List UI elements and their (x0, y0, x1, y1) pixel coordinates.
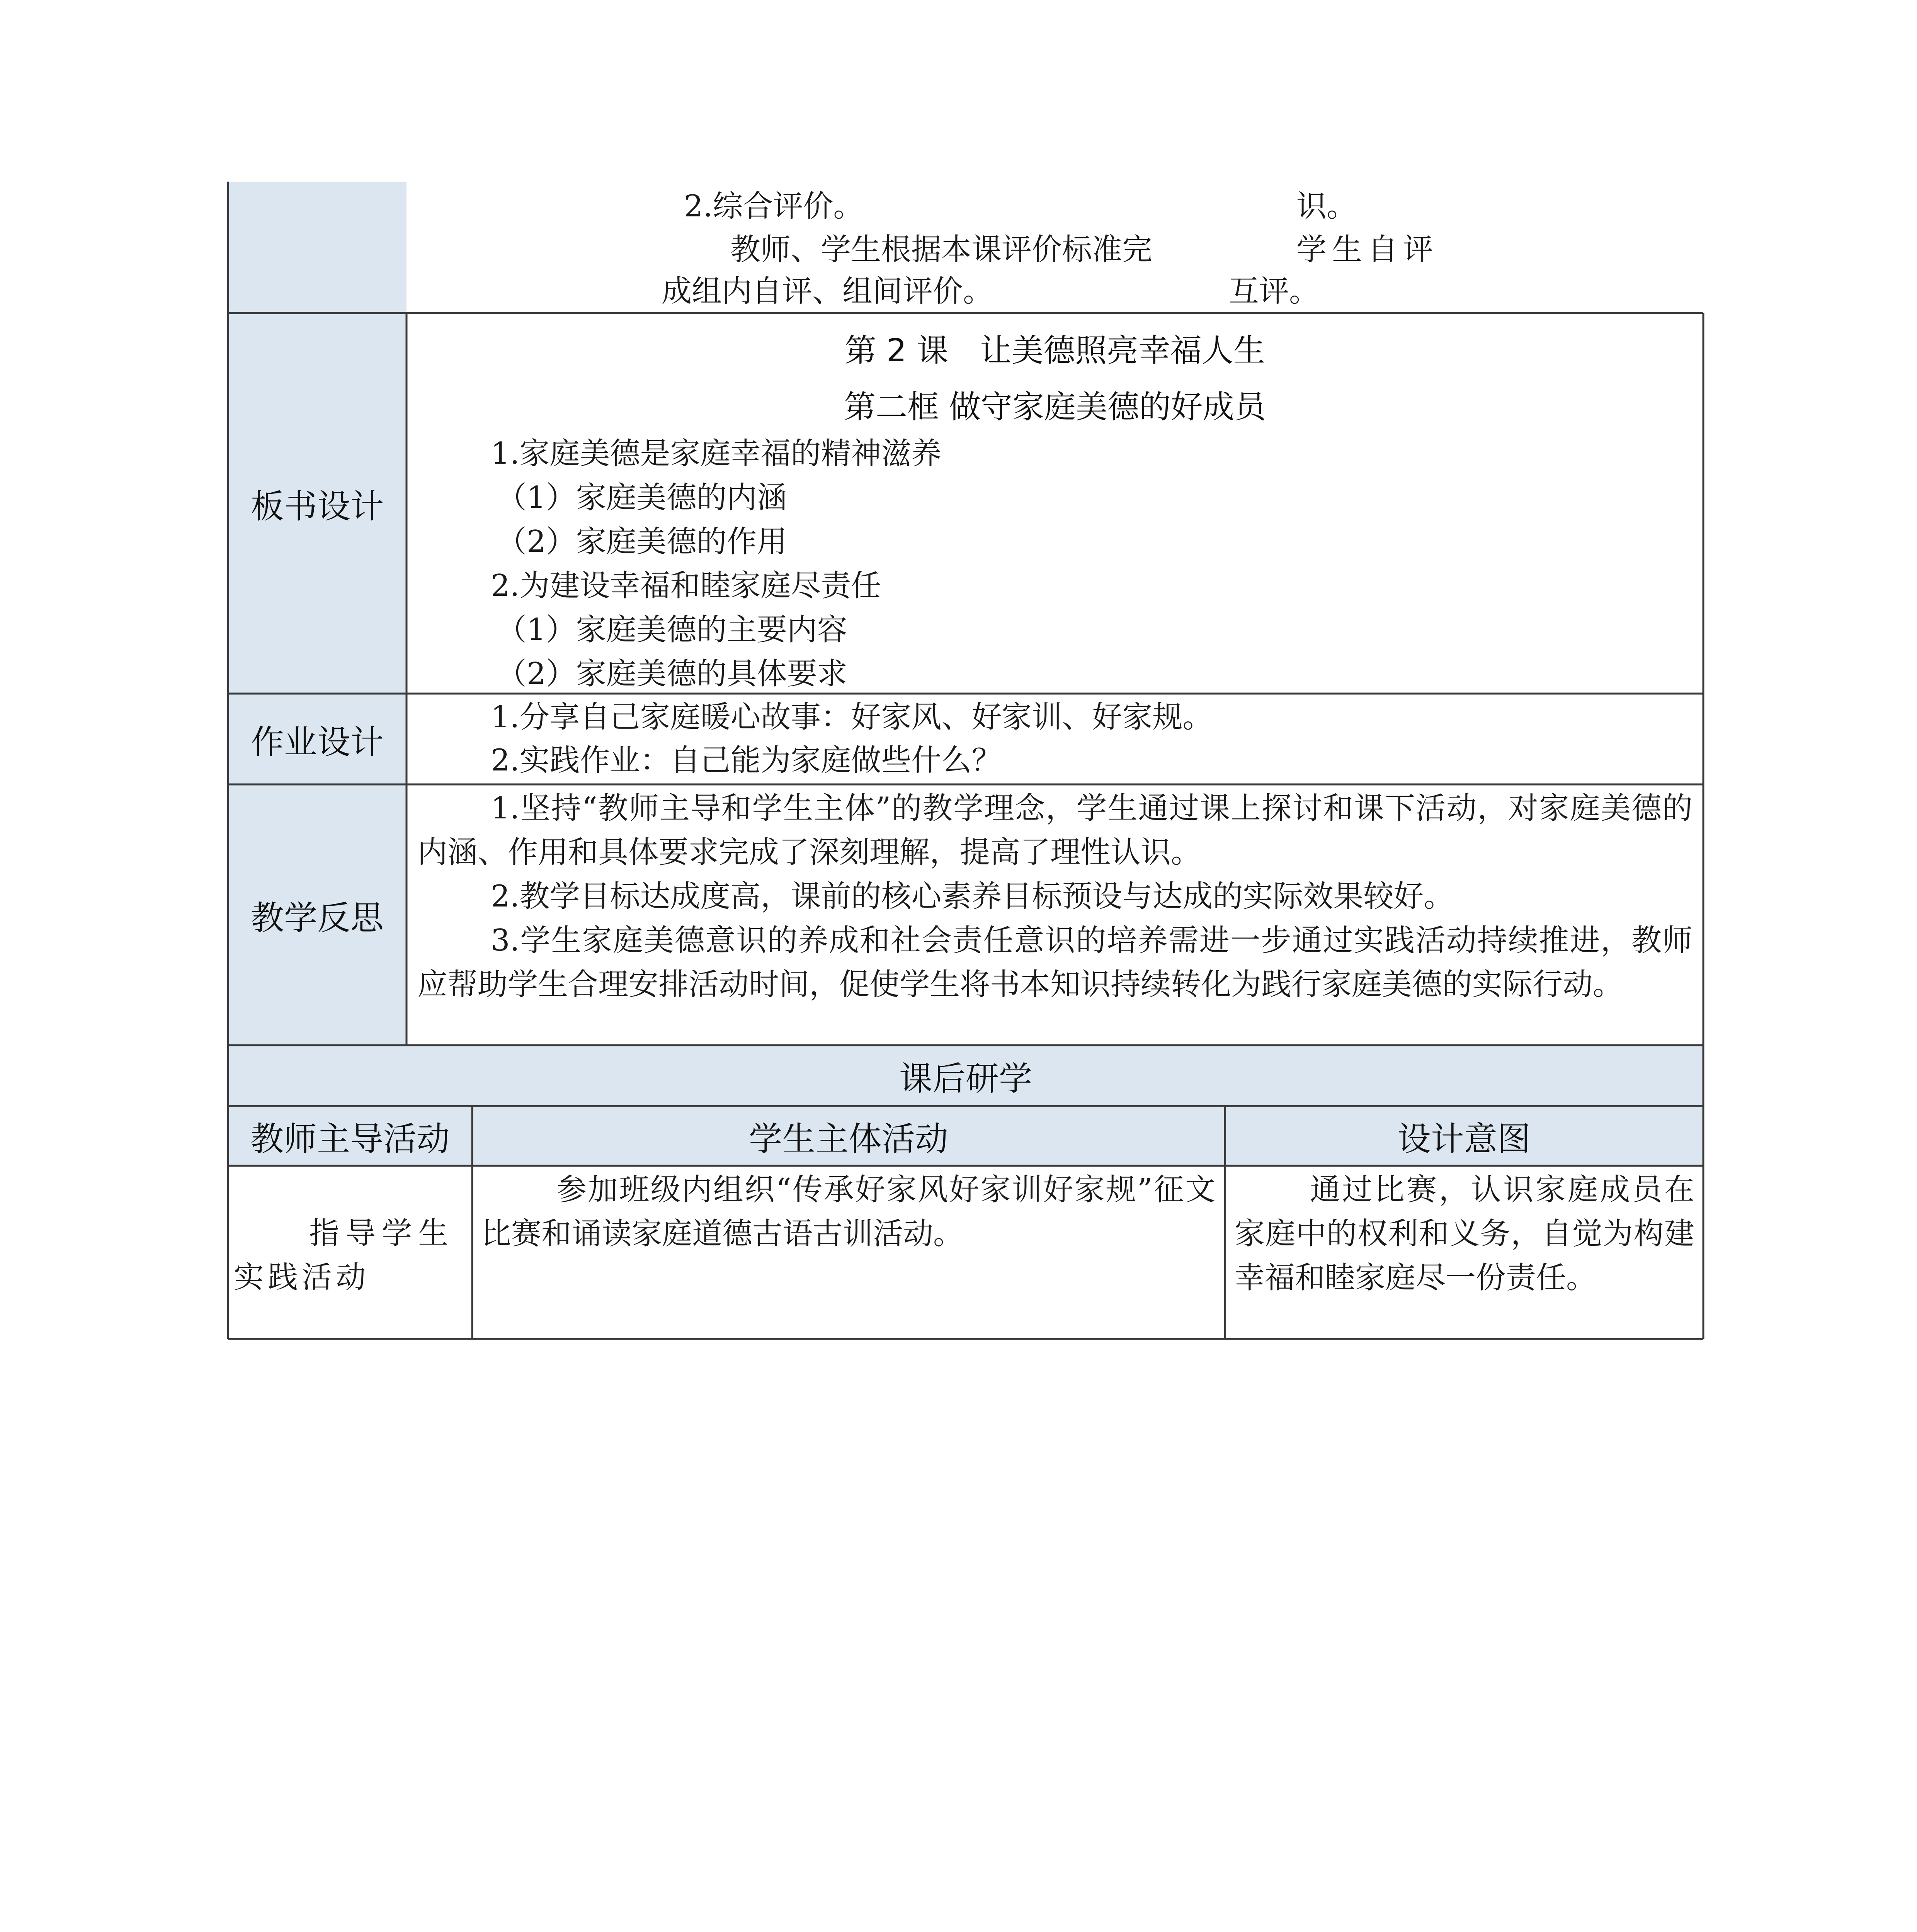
design-intent-cell: 通过比赛，认识家庭成员在家庭中的权利和义务，自觉为构建幸福和睦家庭尽一份责任。 (1235, 1172, 1694, 1295)
student-activity-cell: 参加班级内组织“传承好家风好家训好家规”征文比赛和诵读家庭道德古语古训活动。 (481, 1172, 1215, 1251)
reflection-paragraph-2: 2.教学目标达成度高，课前的核心素养目标预设与达成的实际效果较好。 (491, 879, 1454, 914)
homework-line-2: 2.实践作业：自己能为家庭做些什么？ (491, 743, 1002, 778)
top-col3-line1: 识。 (1296, 189, 1357, 224)
reflection-paragraph-3: 3.学生家庭美德意识的养成和社会责任意识的培养需进一步通过实践活动持续推进，教师应帮助学生合理安排活动时间，促使学生将书本知识持续转化为践行家庭美德的实际行动。 (417, 923, 1692, 1002)
header-student-activity: 学生主体活动 (749, 1119, 948, 1158)
top-col2-line2: 教师、学生根据本课评价标准完 (730, 232, 1153, 267)
board-design-label: 板书设计 (251, 487, 384, 526)
board-title: 第 2 课 让美德照亮幸福人生 (844, 332, 1266, 369)
board-line-6: （2）家庭美德的具体要求 (497, 656, 847, 691)
header-teacher-activity: 教师主导活动 (250, 1119, 450, 1158)
homework-line-1: 1.分享自己家庭暖心故事：好家风、好家训、好家规。 (491, 700, 1213, 735)
top-col3-line3: 互评。 (1229, 274, 1320, 309)
top-row-label-shade (228, 182, 407, 313)
board-line-5: （1）家庭美德的主要内容 (497, 612, 847, 647)
homework-label: 作业设计 (251, 723, 384, 762)
reflection-label: 教学反思 (251, 898, 384, 937)
top-col2-line1: 2.综合评价。 (684, 189, 864, 224)
after-class-section-title: 课后研学 (899, 1059, 1032, 1098)
board-line-1: 1.家庭美德是家庭幸福的精神滋养 (491, 436, 942, 471)
top-col2-line3: 成组内自评、组间评价。 (662, 274, 993, 309)
teacher-activity-cell: 指导学生实践活动 (234, 1216, 452, 1295)
board-line-4: 2.为建设幸福和睦家庭尽责任 (491, 568, 881, 603)
board-line-2: （1）家庭美德的内涵 (497, 480, 787, 515)
reflection-paragraph-1: 1.坚持“教师主导和学生主体”的教学理念，学生通过课上探讨和课下活动，对家庭美德的内涵、作用和具体要求完成了深刻理解，提高了理性认识。 (417, 791, 1692, 870)
board-line-3: （2）家庭美德的作用 (497, 524, 787, 559)
header-design-intent: 设计意图 (1398, 1119, 1531, 1158)
top-col3-line2: 学生自评 (1296, 232, 1439, 267)
board-subtitle: 第二框 做守家庭美德的好成员 (844, 389, 1266, 425)
